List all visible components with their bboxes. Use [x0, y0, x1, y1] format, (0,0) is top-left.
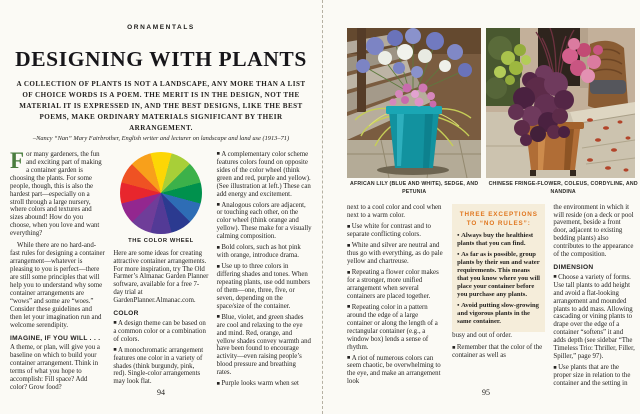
african-lily-container-image — [347, 28, 481, 178]
right-page-columns — [347, 204, 640, 391]
epigraph: A COLLECTION OF PLANTS IS NOT A LANDSCAPE, ANY MORE THAN A LIST OF CHOICE WORDS IS A POEM. THE MERIT IS IN THE DESIGN, NOT THE MATERIAL IT IS EXPRESSED IN, AND THE BEST DESIGNS, LIKE THE BEST POEMS, MAKE ORDINARY MATERIALS SIGNIFICANT BY THEIR ARRANGEMENT. — [16, 80, 306, 132]
color-bullet-list-continued — [347, 223, 444, 386]
bullet-item: ■ Blue, violet, and green shades are cool and relaxing to the eye and mind. Red, orange, and yellow shades convey warmth and have been found to encourage activity—even raising people’s blood pressure and breathing rates. — [217, 314, 312, 378]
paragraph: A theme, or plan, will give you a baseline on which to build your container arrangement. Think in terms of what you hope to accomplish: Fill space? Add color? Grow food? — [10, 344, 100, 391]
continuation-text: the environment in which it will reside (on a deck or pool pavement, beside a front door, adjacent to existing bedding plants) also contributes to the appearance of the composition. — [553, 203, 634, 259]
right-column-3 — [553, 204, 635, 391]
paragraph: Here are some ideas for creating attractive container arrangements. For more inspiration, try The Old Farmer’s Almanac Garden Planner software, available for a free 7-day trial at GardenPlanner.Almanac.com. — [113, 249, 209, 305]
fringe-flower-container-image — [486, 28, 635, 178]
section-heading-imagine: IMAGINE, IF YOU WILL . . . — [10, 334, 101, 342]
photo-row — [347, 28, 640, 197]
epigraph-attribution: –Nancy “Nan” Mary Fairbrother, English writer and lecturer on landscape and land use (1913–71) — [32, 134, 290, 142]
bullet-item: • Always buy the healthiest plants that you can find. — [457, 232, 540, 248]
color-wheel-image — [120, 152, 202, 234]
page-number-left: 94 — [157, 388, 165, 397]
photo-chinese-fringe-flower — [486, 28, 640, 197]
paragraph: or many gardeners, the fun and exciting part of making a container garden is choosing the plants. For some people, though, this is also the hardest part—especially on a stroll through a large nursery, where colors and textures and sizes abound! How do you choose, when you love and want everything? — [10, 150, 102, 238]
color-wheel-caption: THE COLOR WHEEL — [128, 237, 194, 244]
exceptions-sidebar-box — [452, 204, 545, 333]
section-heading-dimension: DIMENSION — [553, 264, 594, 272]
photo-caption: AFRICAN LILY (BLUE AND WHITE), SEDGE, AND PETUNIA — [350, 181, 479, 195]
bullet-item: ■ White and silver are neutral and thus go with everything, as do pale yellow and chartreuse. — [347, 242, 444, 266]
bullet-item: ■ Choose a variety of forms. Use tall plants to add height and avoid a flat-looking arrangement and mounded plants to add mass. Allowing cascading or vining plants to drape over the edge of a container “softens” it and adds depth (see sidebar “The Timeless Trio: Thriller, Filler, Spiller,” page 97). — [553, 274, 635, 361]
bullet-item: ■ Repeating color in a pattern around the edge of a large container or along the length of a rectangular container (e.g., a window box) lends a sense of rhythm. — [347, 304, 444, 352]
bullet-item: ■ Bold colors, such as hot pink with orange, introduce drama. — [217, 244, 312, 260]
right-column-1 — [347, 204, 444, 391]
bullet-item: ■ A design theme can be based on a common color or a combination of colors. — [113, 320, 208, 344]
continuation-text: next to a cool color and cool when next to a warm color. — [347, 203, 442, 219]
left-page-columns — [10, 147, 312, 396]
left-column-3 — [217, 151, 312, 396]
bullet-item: ■ Remember that the color of the container as well as — [452, 344, 545, 360]
bullet-item: ■ Use white for contrast and to separate conflicting colors. — [347, 223, 444, 239]
continuation-text: busy and out of order. — [452, 332, 513, 340]
color-bullet-list-continued — [217, 151, 312, 388]
bullet-item: • As far as is possible, group plants by their sun and water requirements. This means that you know where you will place your container before you purchase any plants. — [457, 251, 540, 298]
sidebar-heading: THREE EXCEPTIONS TO “NO RULES”: — [459, 210, 538, 228]
section-heading-color: COLOR — [113, 310, 139, 318]
dropcap: F — [10, 147, 25, 173]
page-title: DESIGNING WITH PLANTS — [15, 47, 307, 71]
sidebar-bullet-list — [457, 232, 540, 325]
bullet-item: ■ Use up to three colors in differing shades and tones. When repeating plants, use odd numbers of them—one, three, five, or seven, depending on the space/size of the container. — [217, 263, 312, 311]
left-column-1 — [10, 147, 105, 396]
photo-caption: CHINESE FRINGE-FLOWER, COLEUS, CORDYLINE, AND NANDINA — [488, 181, 638, 195]
color-bullet-list — [113, 320, 208, 387]
bullet-list — [452, 344, 545, 360]
bullet-item: ■ Use plants that are the proper size in relation to the container and the setting in — [553, 364, 635, 388]
left-column-2 — [113, 151, 208, 396]
running-head: ORNAMENTALS — [127, 24, 195, 31]
bullet-item: ■ Analogous colors are adjacent, or touching each other, on the color wheel (think orange and yellow). These make for a visually calming composition. — [217, 202, 312, 242]
right-column-2 — [452, 204, 545, 391]
bullet-item: ■ A monochromatic arrangement features one color in a variety of shades (think burgundy, pink, red). Single-color arrangements may look flat. — [113, 347, 208, 387]
dimension-bullet-list — [553, 274, 635, 388]
bullet-item: ■ A riot of numerous colors can seem chaotic, be overwhelming to the eye, and make an arrangement look — [347, 355, 444, 387]
bullet-item: ■ Repeating a flower color makes for a stronger, more unified arrangement when several containers are placed together. — [347, 269, 444, 301]
page-number-right: 95 — [482, 388, 490, 397]
bullet-item: ■ A complementary color scheme features colors found on opposite sides of the color wheel (think green and red, purple and yellow). (See illustration at left.) These can add energy and excitement. — [217, 151, 312, 199]
paragraph: While there are no hard-and-fast rules for designing a container arrangement—whatever is pleasing to you is perfect—there are still some principles that will help you to understand why some container arrangements are “wows” and some are “woes.” Consider these guidelines and then let your imagination run and welcome serendipity. — [10, 242, 105, 329]
photo-african-lily — [347, 28, 481, 197]
page-right — [332, 0, 640, 414]
bullet-item: • Avoid putting slow-growing and vigorous plants in the same container. — [457, 302, 540, 326]
bullet-item: ■ Purple looks warm when set — [217, 380, 312, 388]
